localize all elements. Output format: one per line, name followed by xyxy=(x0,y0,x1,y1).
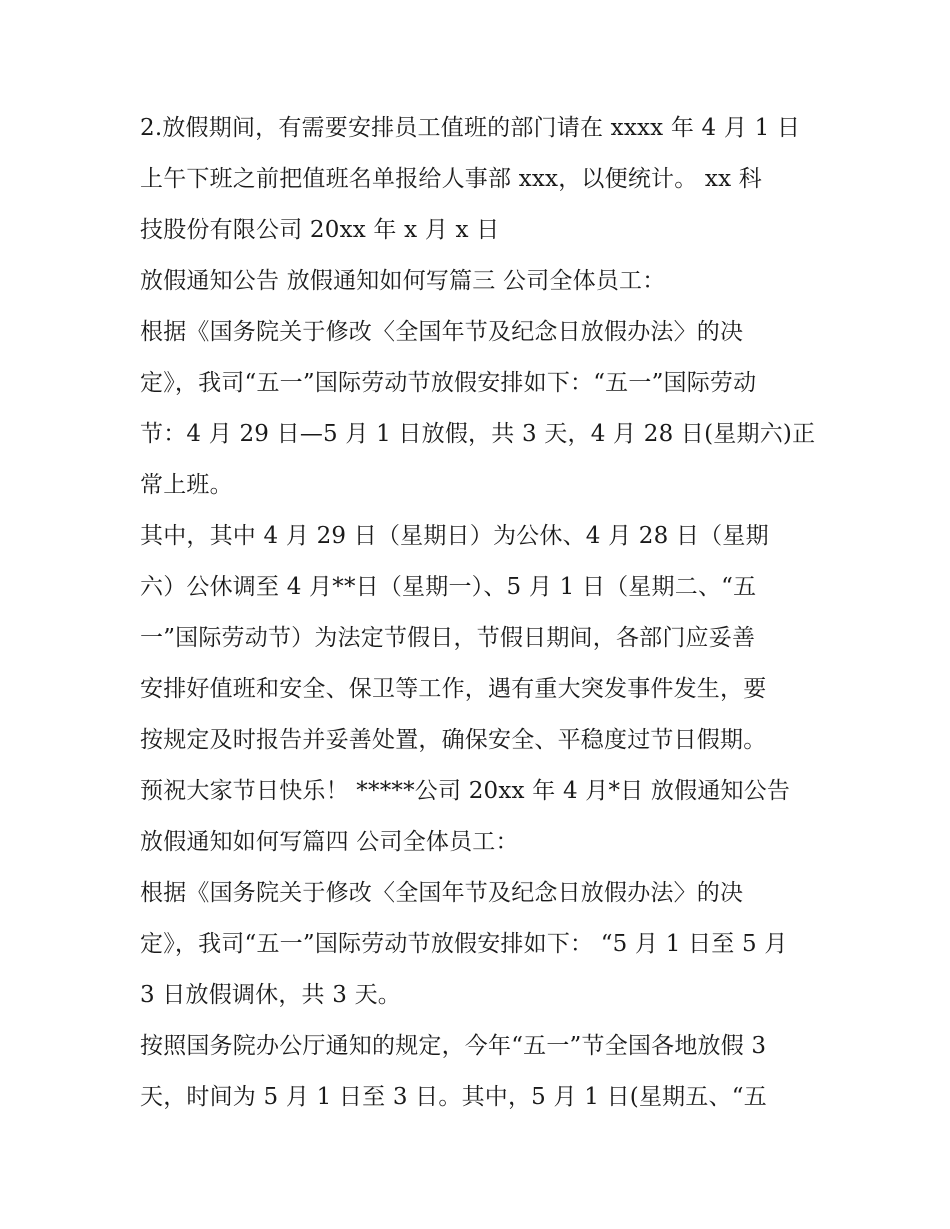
text-line: 天，时间为 5 月 1 日至 3 日。其中，5 月 1 日(星期五、“五 xyxy=(140,1084,767,1110)
text-line: 安排好值班和安全、保卫等工作，遇有重大突发事件发生，要 xyxy=(140,676,767,702)
text-line: 定》，我司“五一”国际劳动节放假安排如下：“五一”国际劳动 xyxy=(140,370,757,396)
text-line: 根据《国务院关于修改〈全国年节及纪念日放假办法〉的决 xyxy=(140,319,744,345)
text-line: 上午下班之前把值班名单报给人事部 xxx，以便统计。 xx 科 xyxy=(140,166,762,192)
text-line: 定》，我司“五一”国际劳动节放假安排如下： “5 月 1 日至 5 月 xyxy=(140,931,788,957)
text-line: 根据《国务院关于修改〈全国年节及纪念日放假办法〉的决 xyxy=(140,880,744,906)
document-body xyxy=(140,103,820,1123)
text-line: 六）公休调至 4 月**日（星期一）、5 月 1 日（星期二、“五 xyxy=(140,574,757,600)
text-line: 放假通知如何写篇四 公司全体员工： xyxy=(140,829,519,855)
text-line: 3 日放假调休，共 3 天。 xyxy=(140,982,401,1008)
text-line: 按规定及时报告并妥善处置，确保安全、平稳度过节日假期。 xyxy=(140,727,767,753)
text-line: 其中，其中 4 月 29 日（星期日）为公休、4 月 28 日（星期 xyxy=(140,523,769,549)
text-line: 技股份有限公司 20xx 年 x 月 x 日 xyxy=(140,217,500,243)
text-line: 一”国际劳动节）为法定节假日，节假日期间，各部门应妥善 xyxy=(140,625,756,651)
text-line: 放假通知公告 放假通知如何写篇三 公司全体员工： xyxy=(140,268,666,294)
text-line: 按照国务院办公厅通知的规定，今年“五一”节全国各地放假 3 xyxy=(140,1033,767,1059)
text-line: 常上班。 xyxy=(140,472,233,498)
text-line: 预祝大家节日快乐！ *****公司 20xx 年 4 月*日 放假通知公告 xyxy=(140,778,791,804)
text-line: 2.放假期间，有需要安排员工值班的部门请在 xxxx 年 4 月 1 日 xyxy=(140,115,801,141)
text-line: 节：4 月 29 日—5 月 1 日放假，共 3 天，4 月 28 日(星期六)正 xyxy=(140,421,816,447)
